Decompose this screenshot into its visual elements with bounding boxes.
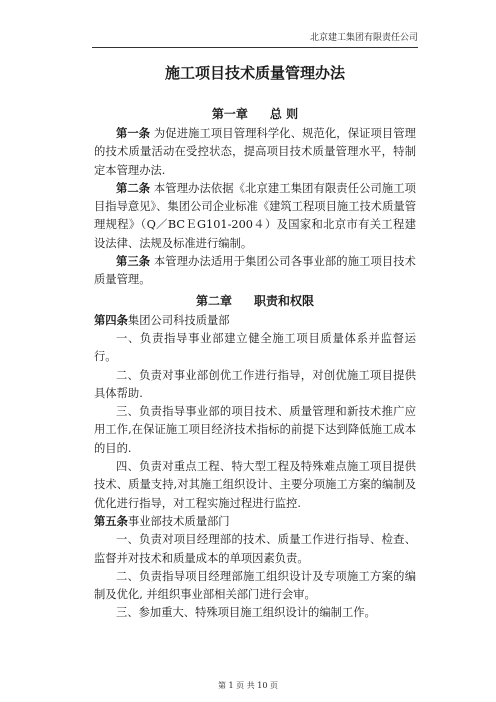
article-5-item: 一、负责对项目经理部的技术、质量工作进行指导、检查、监督并对技术和质量成本的单项因素负责。 bbox=[94, 533, 416, 565]
article-1-text: 为促进施工项目管理科学化、规范化，保证项目管理的技术质量活动在受控状态，提高项目技术质量管理水平，特制定本管理办法. bbox=[94, 127, 416, 177]
article-4-title: 集团公司科技质量部 bbox=[127, 313, 230, 327]
article-2-text: 本管理办法依据《北京建工集团有限责任公司施工项目指导意见》、集团公司企业标准《建筑工程项目施工技术质量管理规程》（Q／BCＥG101-200４）及国家和北京市有关工程建设法律、法规及标准进行编制。 bbox=[94, 181, 416, 250]
page-header bbox=[92, 33, 418, 48]
article-4-item: 二、负责对事业部创优工作进行指导，对创优施工项目提供具体帮助. bbox=[94, 368, 416, 400]
article-4-heading bbox=[94, 312, 416, 330]
article-5-item: 二、负责指导项目经理部施工组织设计及专项施工方案的编制及优化, 并组织事业部相关部门进行会审。 bbox=[94, 569, 416, 602]
article-3-label: 第三条 bbox=[116, 255, 151, 269]
article-1-label: 第一条 bbox=[116, 127, 151, 140]
document-title: 施工项目技术质量管理办法 bbox=[164, 64, 345, 82]
chapter-1-heading bbox=[94, 105, 416, 123]
chapter-2-label: 第二章 bbox=[195, 293, 232, 308]
article-5-item: 三、参加重大、特殊项目施工组织设计的编制工作。 bbox=[116, 606, 376, 620]
article-5-label: 第五条 bbox=[94, 514, 128, 528]
page-number: 第 1 页 共 10 页 bbox=[218, 681, 278, 690]
chapter-2-heading bbox=[94, 292, 416, 310]
chapter-1-name: 总 则 bbox=[269, 107, 299, 121]
article-4-label: 第四条 bbox=[94, 313, 128, 327]
chapter-2-name: 职责和权限 bbox=[254, 293, 315, 308]
chapter-1-label: 第一章 bbox=[211, 107, 248, 121]
article-4-item: 四、负责对重点工程、特大型工程及特殊难点施工项目提供技术、质量支持,对其施工组织设计、主要分项施工方案的编制及优化进行指导，对工程实施过程进行监控. bbox=[94, 460, 416, 510]
article-5-heading bbox=[94, 513, 416, 531]
article-2-label: 第二条 bbox=[116, 181, 151, 195]
page-footer bbox=[0, 680, 496, 691]
article-3-text: 本管理办法适用于集团公司各事业部的施工项目技术质量管理。 bbox=[94, 255, 416, 287]
header-company: 北京建工集团有限责任公司 bbox=[309, 33, 418, 43]
article-5-title: 事业部技术质量部门 bbox=[127, 514, 230, 528]
article-3 bbox=[94, 253, 416, 290]
article-1 bbox=[94, 125, 416, 180]
document-body bbox=[94, 60, 416, 623]
article-2 bbox=[94, 180, 416, 253]
article-4-item: 三、负责指导事业部的项目技术、质量管理和新技术推广应用工作,在保证施工项目经济技术指标的前提下达到降低施工成本的目的. bbox=[94, 405, 416, 455]
article-4-item: 一、负责指导事业部建立健全施工项目质量体系并监督运行。 bbox=[94, 331, 416, 364]
